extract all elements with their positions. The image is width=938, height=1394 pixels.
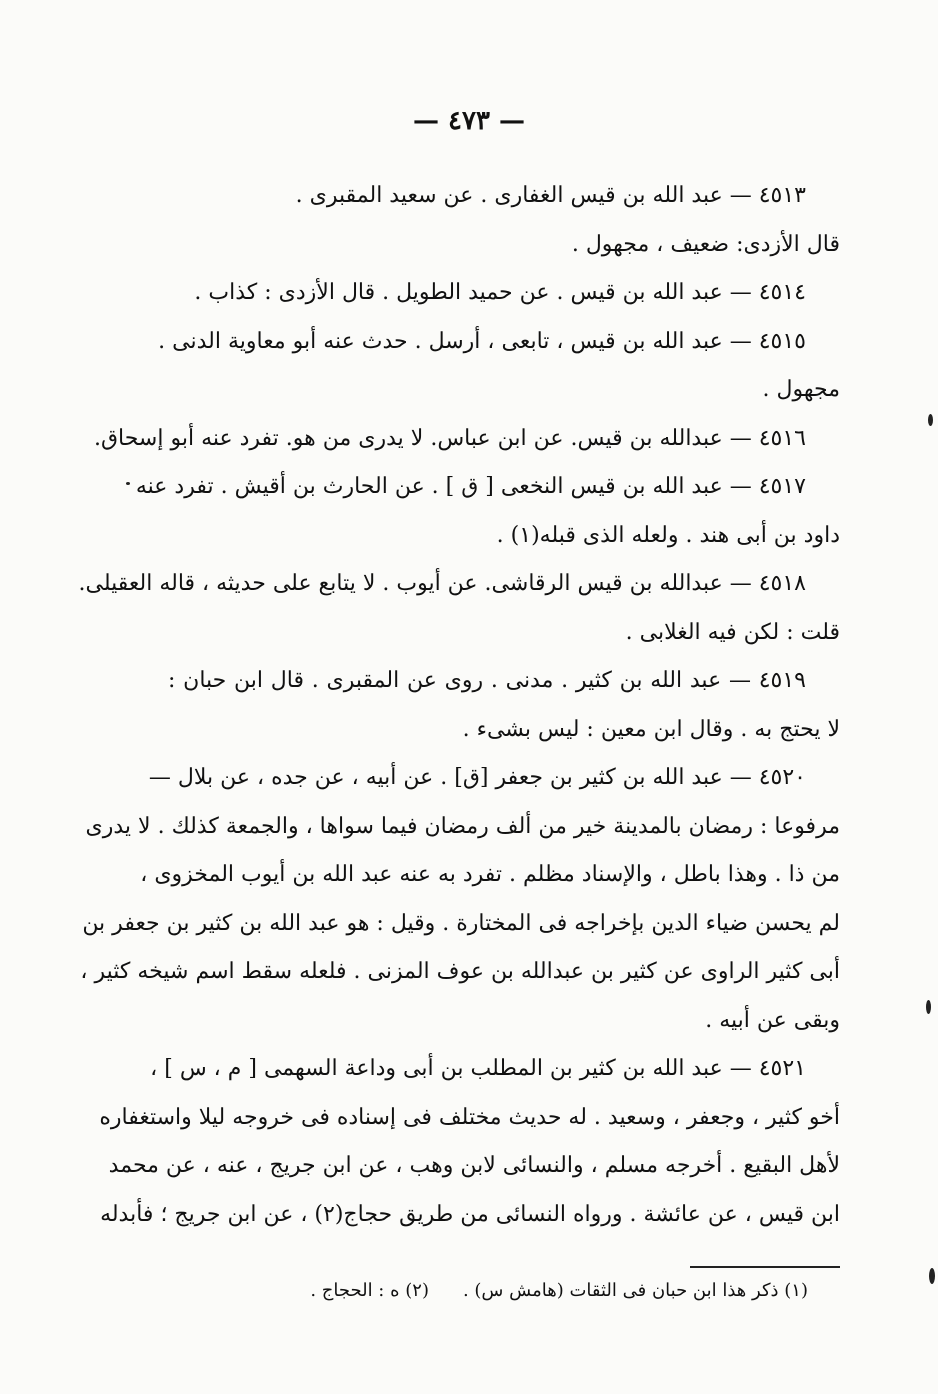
text-line: لأهل البقيع . أخرجه مسلم ، والنسائى لابن وهب ، عن ابن جريج ، عنه ، عن محمد [108, 1153, 840, 1178]
text-line: من ذا . وهذا باطل ، والإسناد مظلم . تفرد به عنه عبد الله بن أيوب المخزوى ، [140, 862, 840, 887]
text-line: ابن قيس ، عن عائشة . ورواه النسائى من طريق حجاج(٢) ، عن ابن جريج ؛ فأبدله [100, 1201, 840, 1227]
text-line: لم يحسن ضياء الدين بإخراجه فى المختارة . وقيل : هو عبد الله بن كثير بن جعفر بن [82, 910, 840, 936]
text-line: ٤٥١٩ — عبد الله بن كثير . مدنى . روى عن المقبرى . قال ابن حبان : [168, 668, 806, 693]
text-line: ٤٥١٧ — عبد الله بن قيس النخعى [ ق ] . عن الحارث بن أقيش . تفرد عنه [135, 474, 806, 499]
text-line: قال الأزدى: ضعيف ، مجهول . [571, 231, 840, 257]
text-line: ٤٥٢١ — عبد الله بن كثير بن المطلب بن أبى وداعة السهمى [ م ، س ] ، [150, 1056, 806, 1081]
text-line: ٤٥١٤ — عبد الله بن قيس . عن حميد الطويل . قال الأزدى : كذاب . [194, 280, 806, 305]
text-line: داود بن أبى هند . ولعله الذى قبله(١) . [496, 522, 840, 548]
text-line: ٤٥٢٠ — عبد الله بن كثير بن جعفر [ق] . عن أبيه ، عن جده ، عن بلال — [148, 765, 806, 790]
text-line: ٤٥١٣ — عبد الله بن قيس الغفارى . عن سعيد المقبرى . [295, 183, 806, 208]
text-line: وبقى عن أبيه . [705, 1007, 840, 1033]
body-text [78, 172, 840, 1239]
text-line: أخو كثير ، وجعفر ، وسعيد . له حديث مختلف فى إسناده فى خروجه ليلا واستغفاره [99, 1104, 840, 1130]
text-line: مرفوعا : رمضان بالمدينة خير من ألف رمضان فيما سواها ، والجمعة كذلك . لا يدرى [85, 813, 840, 839]
footnotes [168, 1274, 808, 1308]
text-line: ٤٥١٨ — عبدالله بن قيس الرقاشى. عن أيوب . لا يتابع على حديثه ، قاله العقيلى. [78, 571, 806, 596]
footnote-2: (٢) ه : الحجاج . [310, 1280, 429, 1301]
text-line: قلت : لكن فيه الغلابى . [625, 619, 840, 645]
text-line: ٤٥١٦ — عبدالله بن قيس. عن ابن عباس. لا يدرى من هو. تفرد عنه أبو إسحاق. [93, 425, 806, 451]
page-number: — ٤٧٣ — [412, 106, 526, 136]
text-line: لا يحتج به . وقال ابن معين : ليس بشىء . [462, 716, 840, 742]
scan-speck [929, 1268, 935, 1284]
text-line: أبى كثير الراوى عن كثير بن عبدالله بن عوف المزنى . فلعله سقط اسم شيخه كثير ، [80, 959, 840, 984]
text-line: ٤٥١٥ — عبد الله بن قيس ، تابعى ، أرسل . حدث عنه أبو معاوية الدنى . [158, 328, 806, 354]
text-line: مجهول . [762, 377, 840, 402]
footnote-divider [690, 1266, 840, 1268]
scan-speck [926, 1000, 931, 1014]
scan-speck [928, 414, 933, 426]
footnote-1: (١) ذكر هذا ابن حبان فى الثقات (هامش س) . [462, 1280, 808, 1301]
scan-speck [126, 482, 130, 485]
